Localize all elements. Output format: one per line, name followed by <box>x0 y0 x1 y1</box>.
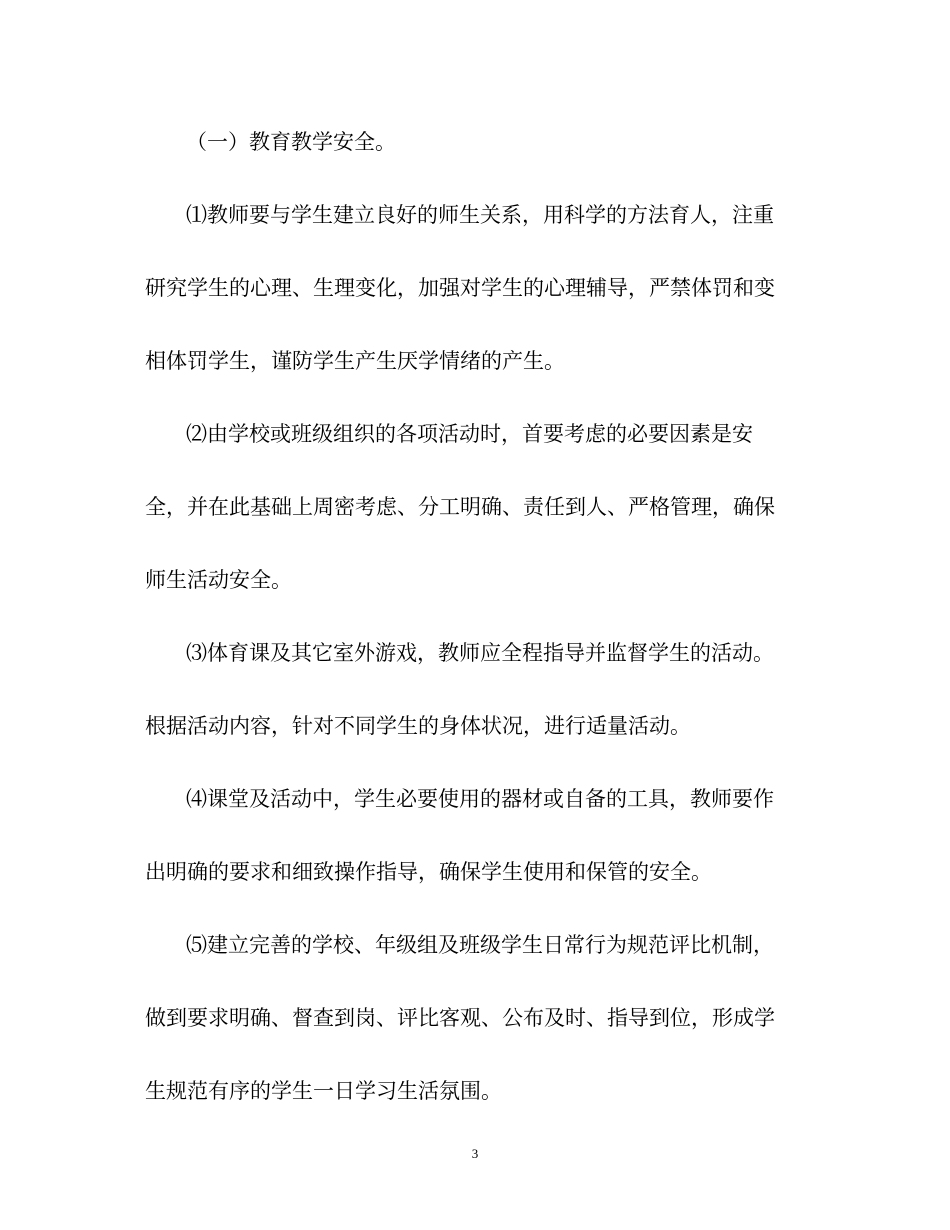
paragraph-5-line-3: 生规范有序的学生一日学习生活氛围。 <box>145 1079 502 1103</box>
paragraph-4-line-1: ⑷课堂及活动中，学生必要使用的器材或自备的工具，教师要作 <box>186 787 774 811</box>
paragraph-1-line-1: ⑴教师要与学生建立良好的师生关系，用科学的方法育人，注重 <box>186 203 774 227</box>
paragraph-5-line-1: ⑸建立完善的学校、年级组及班级学生日常行为规范评比机制， <box>186 933 774 957</box>
section-heading: （一）教育教学安全。 <box>186 130 396 154</box>
paragraph-4-line-2: 出明确的要求和细致操作指导，确保学生使用和保管的安全。 <box>145 860 712 884</box>
paragraph-3-line-1: ⑶体育课及其它室外游戏，教师应全程指导并监督学生的活动。 <box>186 641 774 665</box>
page-number: 3 <box>471 1146 479 1161</box>
paragraph-1-line-3: 相体罚学生，谨防学生产生厌学情绪的产生。 <box>145 349 565 373</box>
paragraph-2-line-3: 师生活动安全。 <box>145 568 292 592</box>
paragraph-1-line-2: 研究学生的心理、生理变化，加强对学生的心理辅导，严禁体罚和变 <box>145 276 775 300</box>
paragraph-5-line-2: 做到要求明确、督查到岗、评比客观、公布及时、指导到位，形成学 <box>145 1006 775 1030</box>
paragraph-2-line-1: ⑵由学校或班级组织的各项活动时，首要考虑的必要因素是安 <box>186 422 753 446</box>
paragraph-2-line-2: 全，并在此基础上周密考虑、分工明确、责任到人、严格管理，确保 <box>145 495 775 519</box>
paragraph-3-line-2: 根据活动内容，针对不同学生的身体状况，进行适量活动。 <box>145 714 691 738</box>
